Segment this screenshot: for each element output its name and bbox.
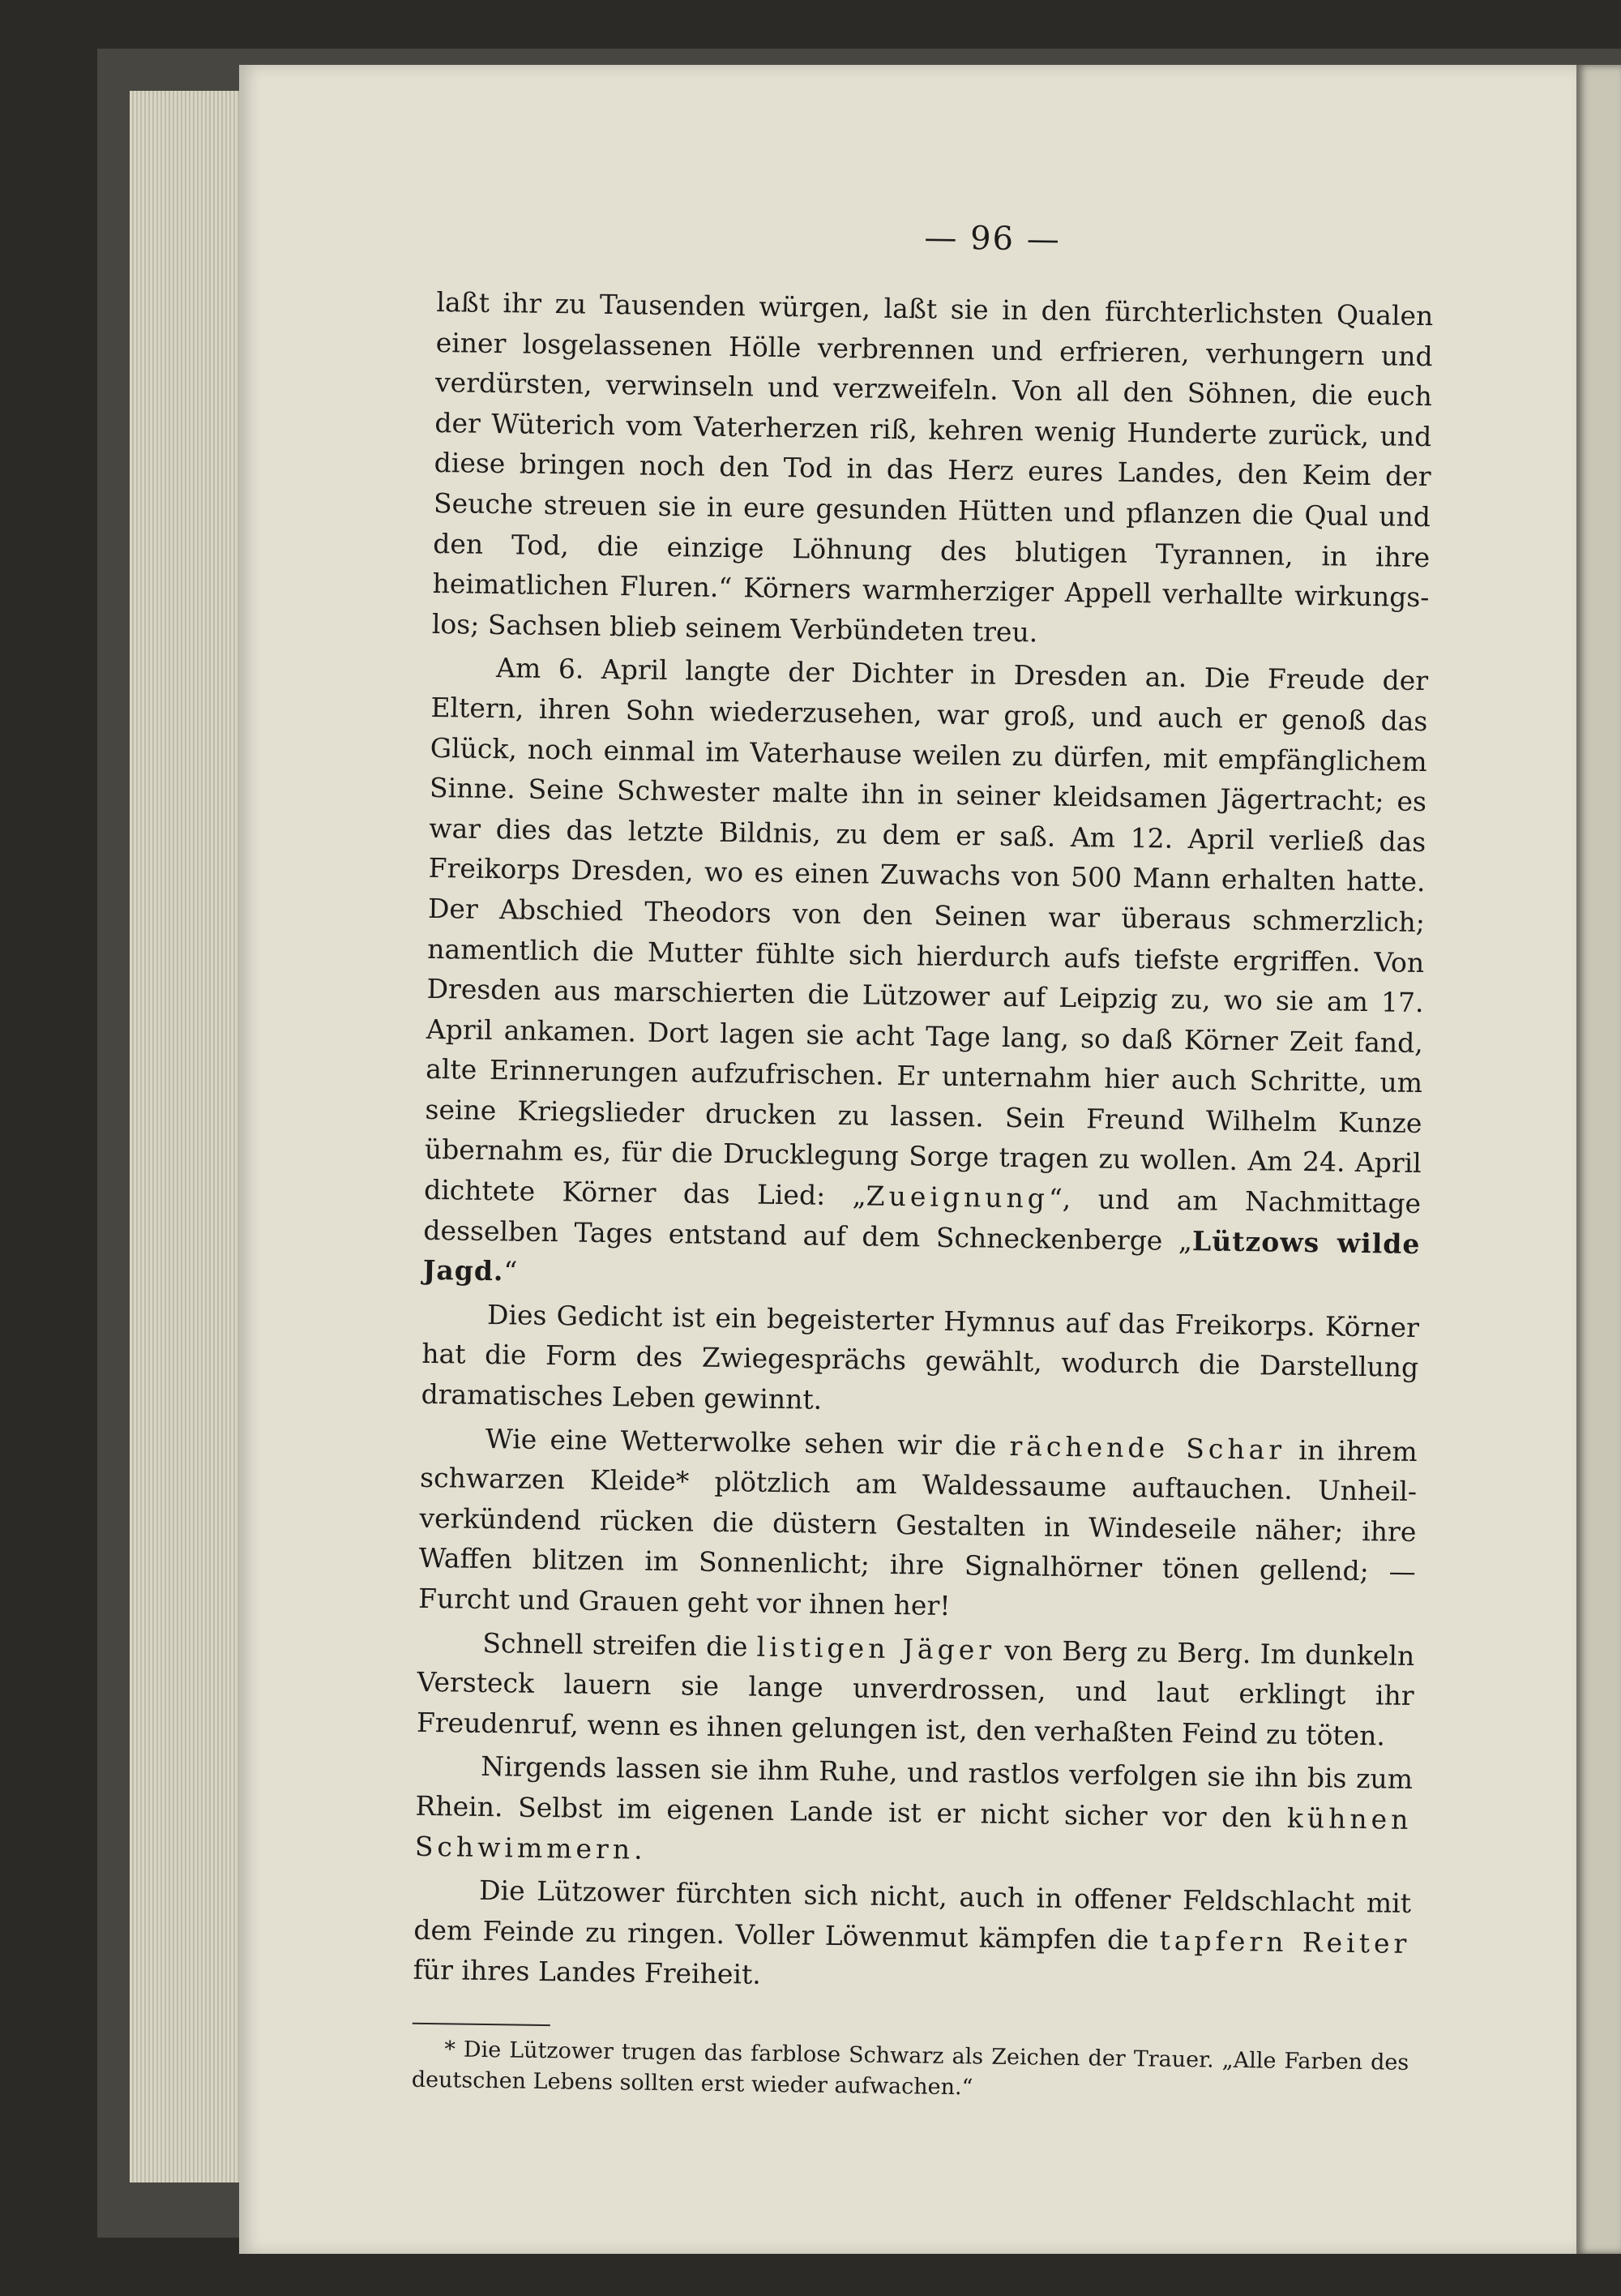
text-run: von Berg zu Berg. Im dunkeln Versteck lauern sie lange unverdrossen, und laut erklingt ihr Freudenruf, wenn es ihnen gelungen ist, den verhaßten Feind zu töten. bbox=[416, 1634, 1415, 1752]
paragraph bbox=[418, 1417, 1418, 1632]
text-run: für ihres Landes Freiheit. bbox=[413, 1954, 762, 1991]
page-number: — 96 — bbox=[924, 219, 1062, 259]
text-run: laßt ihr zu Tausenden würgen, laßt sie in den fürchterlichsten Qualen einer losgelassenen Hölle verbrennen und erfrieren, verhungern und verdürsten, verwinseln und verzweifeln. Von all den Söhnen, die euch der Wüterich vom Vaterherzen riß, kehren wenig Hunderte zurück, und diese bringen noch den Tod in das Herz eures Landes, den Keim der Seuche streuen sie in eure gesunden Hütten und pflanzen die Qual und den Tod, die einzige Löhnung des blutigen Tyrannen, in ihre heimatlichen Fluren.“ Körners warmherziger Appell verhallte wirkungslos; Sachsen blieb seinem Verbündeten treu. bbox=[431, 285, 1434, 649]
paragraph bbox=[415, 1746, 1414, 1880]
spaced-text: rächende Schar bbox=[1009, 1429, 1286, 1466]
spaced-text: tapfern Reiter bbox=[1159, 1924, 1411, 1960]
spaced-text: listigen Jäger bbox=[756, 1630, 996, 1666]
paragraph bbox=[432, 282, 1434, 658]
text-run: Schnell streifen die bbox=[482, 1626, 757, 1663]
paragraph bbox=[417, 1621, 1415, 1756]
body-text bbox=[413, 282, 1433, 2004]
text-run: . bbox=[633, 1833, 643, 1866]
text-run: in ihrem schwarzen Kleide* plötzlich am Waldessaume auftauchen. Unheilverkündend rücken die düstern Gestalten in Windeseile näher; ihre Waffen blitzen im Sonnenlicht; ihre Signalhörner tönen gellend; — Furcht und Grauen geht vor ihnen her! bbox=[417, 1433, 1418, 1621]
paragraph bbox=[422, 647, 1428, 1304]
spaced-text: kühnen Schwimmern bbox=[414, 1801, 1413, 1866]
text-run: “, und am Nachmittage desselben Tages entstand auf dem Schneckenberge „ bbox=[423, 1182, 1422, 1257]
text-run: “ bbox=[503, 1255, 518, 1287]
bold-title: Lützows wilde Jagd. bbox=[422, 1224, 1421, 1287]
spaced-text: Zueignung bbox=[866, 1180, 1050, 1214]
text-run: Wie eine Wetterwolke sehen wir die bbox=[485, 1422, 1010, 1462]
paragraph bbox=[413, 1870, 1411, 2004]
paragraph bbox=[421, 1294, 1419, 1429]
footnote: * Die Lützower trugen das farblose Schwarz als Zeichen der Trauer. „Alle Farben des deutschen Lebens sollten erst wieder aufwachen.“ bbox=[411, 2037, 1409, 2101]
footnote-rule bbox=[413, 2023, 550, 2026]
text-run: Am 6. April langte der Dichter in Dresden an. Die Freude der Eltern, ihren Sohn wiederzusehen, war groß, und auch er genoß das Glück, noch einmal im Vaterhause weilen zu dürfen, mit empfänglichem Sinne. Seine Schwester malte ihn in seiner kleidsamen Jägertracht; es war dies das letzte Bildnis, zu dem er saß. Am 12. April verließ das Freikorps Dresden, wo es einen Zuwachs von 500 Mann erhalten hatte. Der Abschied Theodors von den Seinen war überaus schmerzlich; namentlich die Mutter fühlte sich hierdurch aufs tiefste ergriffen. Von Dresden aus marschierten die Lützower auf Leipzig zu, wo sie am 17. April ankamen. Dort lagen sie acht Tage lang, so daß Körner Zeit fand, alte Erinnerungen aufzufrischen. Er unternahm hier auch Schritte, um seine Kriegslieder drucken zu lassen. Sein Freund Wilhelm Kunze übernahm es, für die Drucklegung Sorge tragen zu wollen. Am 24. April dichtete Körner das Lied: „ bbox=[423, 652, 1429, 1212]
text-run: Dies Gedicht ist ein begeisterter Hymnus auf das Freikorps. Körner hat die Form des Zwiegesprächs gewählt, wodurch die Darstellung dramatisches Leben gewinnt. bbox=[421, 1298, 1420, 1416]
facing-page-edge bbox=[1576, 65, 1621, 2254]
page-content bbox=[412, 212, 1435, 2110]
text-run: Nirgends lassen sie ihm Ruhe, und rastlos verfolgen sie ihn bis zum Rhein. Selbst im eigenen Lande ist er nicht sicher vor den bbox=[415, 1750, 1414, 1834]
text-run: Die Lützower fürchten sich nicht, auch in offener Feldschlacht mit dem Feinde zu ringen. Voller Löwenmut kämpfen die bbox=[413, 1874, 1412, 1956]
